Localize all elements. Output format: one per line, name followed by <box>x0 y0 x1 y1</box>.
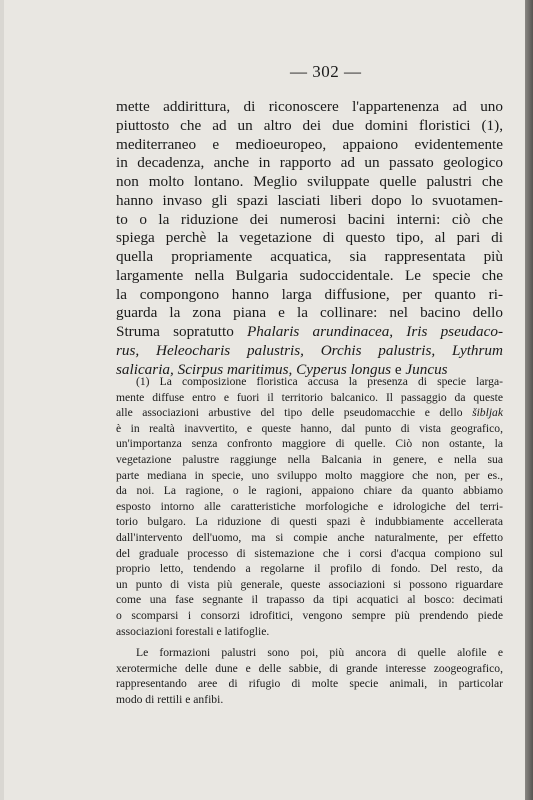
text-line: mette addirittura, di riconoscere l'appartenenza ad uno <box>116 98 503 115</box>
text-line: quella propriamente acquatica, sia rappresentata più <box>116 248 503 265</box>
footnote-line: mente diffuse entro e fuori il territorio balcanico. Il passaggio da queste <box>116 390 503 404</box>
text-segment: e <box>391 360 406 378</box>
footnote-line: torio bulgaro. La riduzione di questi spazi è indubbiamente accellerata <box>116 515 503 529</box>
text-line: largamente nella Bulgaria sudoccidentale. Le specie che <box>116 266 503 284</box>
text-segment: alle associazioni arbustive del tipo delle pseudomacchie e dello <box>116 406 473 420</box>
footnote-line: rappresentando aree di rifugio di molte specie animali, in particolar <box>116 677 503 691</box>
text-line <box>116 342 503 361</box>
species-names: salicaria, Scirpus maritimus, Cyperus longus <box>116 360 392 378</box>
text-line: piuttosto che ad un altro dei due domini floristici (1), <box>116 116 503 134</box>
text-line <box>116 323 503 342</box>
footnote-line: da noi. La ragione, o le ragioni, appaiono chiare da quanto abbiamo <box>116 484 503 498</box>
footnote-line: un punto di vista più generale, queste associazioni si possono riguardare <box>116 577 503 591</box>
footnote-line <box>116 405 503 421</box>
text-line: in decadenza, anche in rapporto ad un passato geologico <box>116 154 503 172</box>
footnote-line: Le formazioni palustri sono poi, più ancora di quelle alofile e <box>136 646 503 659</box>
footnote-line: vegetazione palustre raggiunge nella Balcania in genere, e nella sua <box>116 452 503 466</box>
footnote-line: associazioni forestali e latifoglie. <box>116 624 270 638</box>
page-edge-shadow <box>525 0 533 800</box>
footnote-line: xerotermiche delle dune e delle sabbie, di grande interesse zoogeografico, <box>116 661 503 675</box>
footnote-1 <box>116 374 503 639</box>
footnote-line: proprio letto, tendendo a regolarne il profilo di fondo. Del resto, da <box>116 562 503 576</box>
main-paragraph <box>116 98 503 379</box>
species-names: rus, Heleocharis palustris, Orchis palustris, Lythrum <box>116 341 503 359</box>
footnote-line: un'importanza senza confronto maggiore di quelle. Ciò non ostante, la <box>116 437 503 451</box>
text-line: hanno invaso gli spazi lasciati liberi dopo lo svuotamen- <box>116 191 503 209</box>
text-line: guarda la zona piana e la collinare: nel bacino dello <box>116 304 503 322</box>
text-segment: Struma sopratutto <box>116 323 248 340</box>
footnote-line: esposto intorno alle caratteristiche morfologiche e idrologiche del terri- <box>116 499 503 513</box>
text-line: to o la riduzione dei numerosi bacini interni: ciò che <box>116 210 503 228</box>
text-line: spiega perchè la vegetazione di questo tipo, al pari di <box>116 229 503 247</box>
footnote-line: o scomparsi i consorzi idrofitici, vengono sempre più prendendo piede <box>116 608 503 622</box>
text-line: non molto lontano. Meglio sviluppate quelle palustri che <box>116 173 503 190</box>
species-names: Phalaris arundinacea, Iris pseudaco- <box>247 323 503 340</box>
text-line: la compongono hanno larga diffusione, per quanto ri- <box>116 285 503 303</box>
footnote-line: dall'intervento dell'uomo, ma si compie anche naturalmente, per effetto <box>116 530 503 544</box>
footnote-line: come una fase segnante il trapasso da tipi acquatici al bosco: decimati <box>116 593 503 607</box>
footnote-line: è in realtà inavvertito, e queste hanno, dal punto di vista geografico, <box>116 421 503 435</box>
book-page <box>4 0 525 800</box>
species-names: Juncus <box>405 360 448 378</box>
footnote-line: parte mediana in specie, uno sviluppo molto maggiore che non, per es., <box>116 468 503 482</box>
page-number: — 302 — <box>290 62 362 81</box>
footnote-line: modo di rettili e anfibi. <box>116 692 224 706</box>
footnote-line: (1) La composizione floristica accusa la presenza di specie larga- <box>136 375 503 388</box>
italic-term: šibljak <box>472 406 503 420</box>
footnote-2 <box>116 645 503 707</box>
footnote-line: del graduale processo di sistemazione che i corsi d'acqua compiono sul <box>116 546 503 560</box>
text-line: mediterraneo e medioeuropeo, appaiono evidentemente <box>116 135 503 153</box>
